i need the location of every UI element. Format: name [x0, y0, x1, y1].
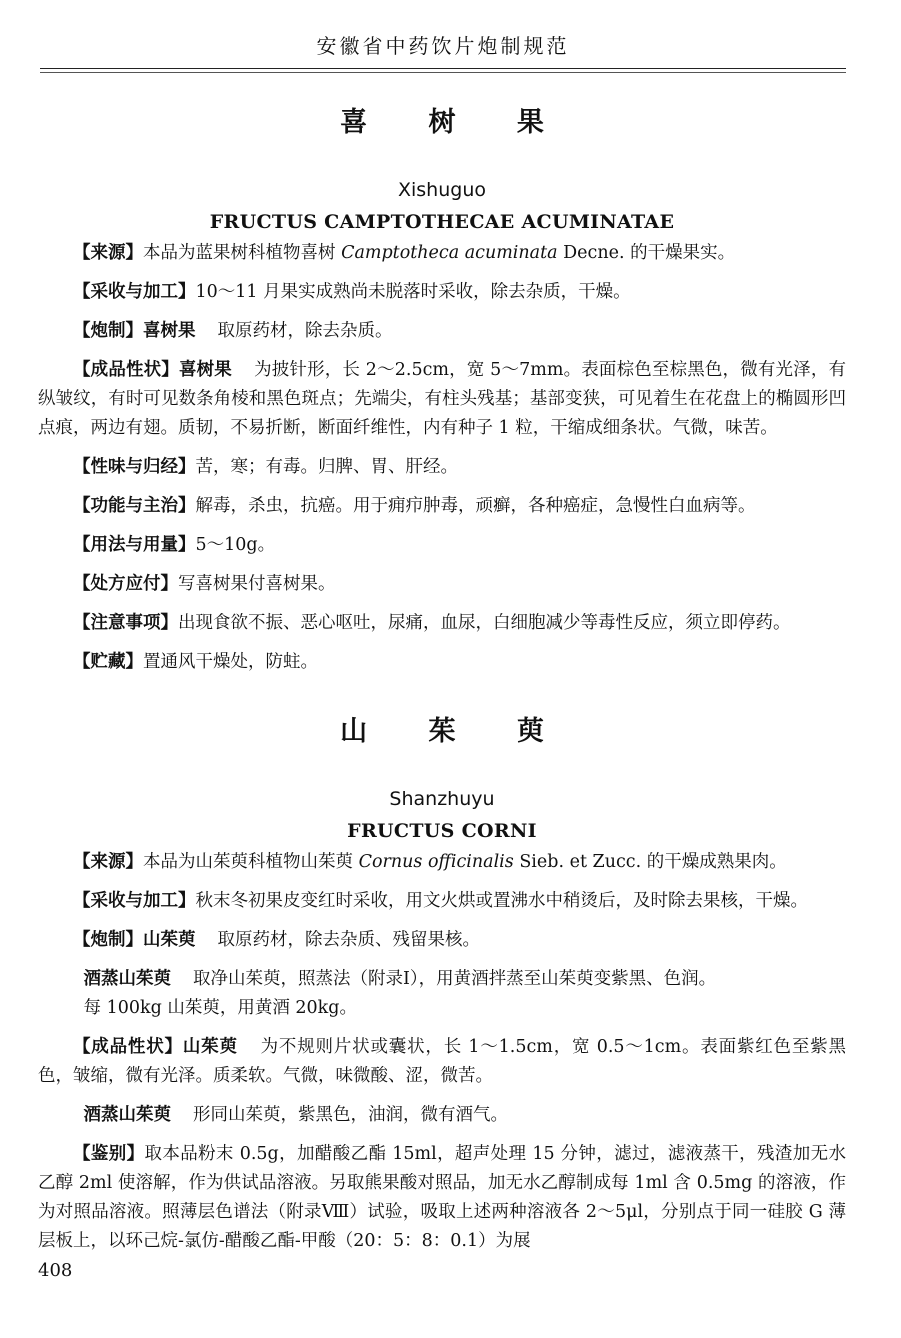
dosage-label: 【用法与用量】 — [73, 535, 196, 555]
page-number: 408 — [38, 1260, 73, 1281]
entry-pinyin: Shanzhuyu — [389, 788, 495, 810]
source-label: 【来源】 — [73, 852, 143, 872]
harvest-paragraph — [38, 278, 846, 307]
caution-label: 【注意事项】 — [73, 613, 178, 633]
traits-wine-paragraph — [38, 1101, 846, 1130]
prescription-paragraph — [38, 570, 846, 599]
traits-sub: 山茱萸 — [182, 1037, 238, 1057]
traits-paragraph — [38, 1033, 846, 1091]
entry-shanzhuyu — [38, 709, 846, 1256]
caution-paragraph — [38, 609, 846, 638]
entry-pinyin: Xishuguo — [397, 179, 486, 201]
traits-wine-text: 形同山茱萸，紫黑色，油润，微有酒气。 — [193, 1105, 508, 1125]
storage-paragraph — [38, 648, 846, 677]
harvest-label: 【采收与加工】 — [73, 282, 196, 302]
function-text: 解毒，杀虫，抗癌。用于痈疖肿毒，顽癣，各种癌症，急慢性白血病等。 — [195, 496, 756, 516]
wine-ratio-paragraph — [38, 994, 846, 1023]
wine-process-paragraph — [38, 965, 846, 994]
source-latin: Cornus officinalis — [358, 852, 514, 872]
process-label: 【炮制】 — [73, 321, 143, 341]
identification-text: 取本品粉末 0.5g，加醋酸乙酯 15ml，超声处理 15 分钟，滤过，滤液蒸干，残渣加无水乙醇 2ml 使溶解，作为供试品溶液。另取熊果酸对照品，加无水乙醇制成每 1ml 含 0.5mg 的溶液，作为对照品溶液。照薄层色谱法（附录Ⅷ）试验，吸取上述两种溶液各 2～5μl，分别点于同一硅胶 G 薄层板上，以环己烷-氯仿-醋酸乙酯-甲酸（20：5：8：0.1）为展 — [38, 1144, 847, 1251]
entry-latin-name: FRUCTUS CORNI — [347, 820, 537, 842]
prescription-label: 【处方应付】 — [73, 574, 178, 594]
source-pre: 本品为山茱萸科植物山茱萸 — [143, 852, 359, 872]
process-sub: 喜树果 — [143, 321, 196, 341]
caution-text: 出现食欲不振、恶心呕吐，尿痛，血尿，白细胞减少等毒性反应，须立即停药。 — [178, 613, 791, 633]
source-paragraph — [38, 239, 846, 268]
source-post: Decne. 的干燥果实。 — [557, 243, 736, 263]
function-label: 【功能与主治】 — [73, 496, 196, 516]
wine-text: 取净山茱萸，照蒸法（附录Ⅰ），用黄酒拌蒸至山茱萸变紫黑、色润。 — [193, 969, 717, 989]
process-sub: 山茱萸 — [143, 930, 196, 950]
entry-latin-name: FRUCTUS CAMPTOTHECAE ACUMINATAE — [209, 211, 675, 233]
wine-sub: 酒蒸山茱萸 — [83, 969, 171, 989]
harvest-text: 10～11 月果实成熟尚未脱落时采收，除去杂质，干燥。 — [195, 282, 631, 302]
process-paragraph — [38, 926, 846, 955]
source-paragraph — [38, 848, 846, 877]
traits-paragraph — [38, 356, 846, 443]
nature-text: 苦，寒；有毒。归脾、胃、肝经。 — [195, 457, 458, 477]
identification-label: 【鉴别】 — [73, 1144, 145, 1164]
traits-label: 【成品性状】 — [73, 1037, 183, 1057]
dosage-text: 5～10g。 — [195, 535, 276, 555]
dosage-paragraph — [38, 531, 846, 560]
running-header — [40, 16, 846, 69]
traits-sub: 喜树果 — [178, 360, 232, 380]
page-content — [38, 100, 846, 1266]
source-pre: 本品为蓝果树科植物喜树 — [143, 243, 342, 263]
prescription-text: 写喜树果付喜树果。 — [178, 574, 336, 594]
entry-title: 喜 树 果 — [340, 107, 570, 138]
traits-text: 为不规则片状或囊状，长 1～1.5cm，宽 0.5～1cm。表面紫红色至紫黑色，皱缩，微有光泽。质柔软。气微，味微酸、涩，微苦。 — [38, 1037, 846, 1086]
harvest-text: 秋末冬初果皮变红时采收，用文火烘或置沸水中稍烫后，及时除去果核，干燥。 — [195, 891, 808, 911]
harvest-label: 【采收与加工】 — [73, 891, 196, 911]
storage-text: 置通风干燥处，防蛀。 — [143, 652, 318, 672]
wine-ratio: 每 100kg 山茱萸，用黄酒 20kg。 — [83, 998, 357, 1018]
entry-xishuguo — [38, 100, 846, 677]
entry-title: 山 茱 萸 — [340, 716, 570, 747]
identification-paragraph — [38, 1140, 846, 1256]
storage-label: 【贮藏】 — [73, 652, 143, 672]
process-label: 【炮制】 — [73, 930, 143, 950]
harvest-paragraph — [38, 887, 846, 916]
nature-paragraph — [38, 453, 846, 482]
process-text: 取原药材，除去杂质、残留果核。 — [217, 930, 480, 950]
process-text: 取原药材，除去杂质。 — [217, 321, 393, 341]
source-latin: Camptotheca acuminata — [341, 243, 558, 263]
traits-wine-sub: 酒蒸山茱萸 — [83, 1105, 171, 1125]
process-paragraph — [38, 317, 846, 346]
function-paragraph — [38, 492, 846, 521]
source-post: Sieb. et Zucc. 的干燥成熟果肉。 — [513, 852, 787, 872]
header-title: 安徽省中药饮片炮制规范 — [316, 34, 570, 58]
traits-text: 为披针形，长 2～2.5cm，宽 5～7mm。表面棕色至棕黑色，微有光泽，有纵皱纹，有时可见数条角棱和黑色斑点；先端尖，有柱头残基；基部变狭，可见着生在花盘上的椭圆形凹点痕，两边有翅。质韧，不易折断，断面纤维性，内有种子 1 粒，干缩成细条状。气微，味苦。 — [38, 360, 847, 438]
traits-label: 【成品性状】 — [73, 360, 179, 380]
source-label: 【来源】 — [73, 243, 143, 263]
nature-label: 【性味与归经】 — [73, 457, 196, 477]
